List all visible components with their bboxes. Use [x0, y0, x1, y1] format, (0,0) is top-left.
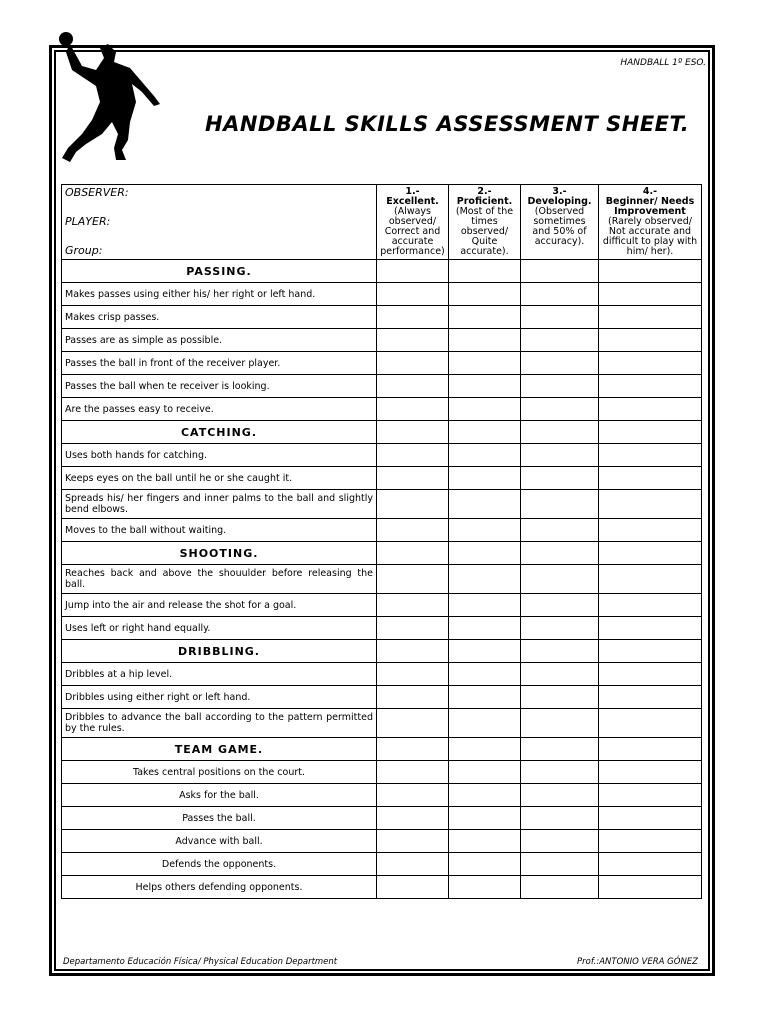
criterion-row	[62, 283, 702, 306]
criterion-text: Uses left or right hand equally.	[62, 617, 377, 640]
criterion-text: Passes the ball when te receiver is looking.	[62, 375, 377, 398]
observer-field[interactable]: OBSERVER:	[65, 186, 129, 199]
assessment-table	[61, 184, 702, 899]
criterion-row	[62, 375, 702, 398]
score-cell[interactable]	[449, 784, 521, 807]
score-cell[interactable]	[599, 738, 702, 761]
criterion-text: Reaches back and above the shouulder before releasing the ball.	[62, 565, 377, 594]
score-cell[interactable]	[521, 565, 599, 594]
score-cell[interactable]	[599, 467, 702, 490]
score-cell[interactable]	[599, 686, 702, 709]
score-cell[interactable]	[449, 444, 521, 467]
score-cell[interactable]	[599, 490, 702, 519]
section-title: TEAM GAME.	[62, 738, 377, 761]
criterion-text: Moves to the ball without waiting.	[62, 519, 377, 542]
level-header-1: 1.- Excellent. (Always observed/ Correct and accurate performance)	[377, 185, 449, 260]
score-cell[interactable]	[449, 663, 521, 686]
score-cell[interactable]	[449, 490, 521, 519]
score-cell[interactable]	[377, 640, 449, 663]
score-cell[interactable]	[599, 876, 702, 899]
score-cell[interactable]	[521, 853, 599, 876]
score-cell[interactable]	[599, 807, 702, 830]
score-cell[interactable]	[449, 352, 521, 375]
score-cell[interactable]	[599, 444, 702, 467]
score-cell[interactable]	[377, 876, 449, 899]
criterion-text: Jump into the air and release the shot for a goal.	[62, 594, 377, 617]
score-cell[interactable]	[521, 421, 599, 444]
score-cell[interactable]	[599, 663, 702, 686]
department-footer: Departamento Educación Física/ Physical Education Department	[63, 957, 338, 967]
criterion-row	[62, 490, 702, 519]
criterion-row	[62, 761, 702, 784]
score-cell[interactable]	[599, 594, 702, 617]
criterion-row	[62, 807, 702, 830]
score-cell[interactable]	[377, 490, 449, 519]
score-cell[interactable]	[449, 329, 521, 352]
section-title: PASSING.	[62, 260, 377, 283]
criterion-row	[62, 306, 702, 329]
criterion-row	[62, 352, 702, 375]
score-cell[interactable]	[449, 876, 521, 899]
score-cell[interactable]	[599, 519, 702, 542]
score-cell[interactable]	[377, 260, 449, 283]
section-header-row	[62, 738, 702, 761]
score-cell[interactable]	[521, 260, 599, 283]
criterion-row	[62, 398, 702, 421]
criterion-row	[62, 519, 702, 542]
score-cell[interactable]	[521, 807, 599, 830]
score-cell[interactable]	[521, 444, 599, 467]
score-cell[interactable]	[449, 686, 521, 709]
score-cell[interactable]	[449, 375, 521, 398]
criterion-row	[62, 467, 702, 490]
level-header-3: 3.- Developing. (Observed sometimes and 50% of accuracy).	[521, 185, 599, 260]
score-cell[interactable]	[521, 617, 599, 640]
criterion-text: Defends the opponents.	[62, 853, 377, 876]
score-cell[interactable]	[377, 519, 449, 542]
score-cell[interactable]	[377, 663, 449, 686]
score-cell[interactable]	[521, 738, 599, 761]
score-cell[interactable]	[521, 640, 599, 663]
score-cell[interactable]	[521, 709, 599, 738]
score-cell[interactable]	[377, 329, 449, 352]
group-field[interactable]: Group:	[65, 244, 103, 257]
score-cell[interactable]	[377, 375, 449, 398]
score-cell[interactable]	[599, 375, 702, 398]
criterion-row	[62, 853, 702, 876]
score-cell[interactable]	[521, 830, 599, 853]
score-cell[interactable]	[599, 617, 702, 640]
score-cell[interactable]	[599, 709, 702, 738]
score-cell[interactable]	[377, 283, 449, 306]
criterion-text: Passes the ball.	[62, 807, 377, 830]
score-cell[interactable]	[449, 306, 521, 329]
criterion-text: Dribbles to advance the ball according to the pattern permitted by the rules.	[62, 709, 377, 738]
score-cell[interactable]	[521, 784, 599, 807]
criterion-text: Uses both hands for catching.	[62, 444, 377, 467]
score-cell[interactable]	[599, 283, 702, 306]
criterion-text: Dribbles at a hip level.	[62, 663, 377, 686]
criterion-row	[62, 686, 702, 709]
criterion-row	[62, 830, 702, 853]
score-cell[interactable]	[449, 260, 521, 283]
section-header-row	[62, 542, 702, 565]
score-cell[interactable]	[521, 306, 599, 329]
score-cell[interactable]	[449, 542, 521, 565]
score-cell[interactable]	[599, 542, 702, 565]
section-header-row	[62, 260, 702, 283]
page-title: HANDBALL SKILLS ASSESSMENT SHEET.	[205, 112, 690, 136]
score-cell[interactable]	[521, 542, 599, 565]
criterion-row	[62, 876, 702, 899]
score-cell[interactable]	[377, 738, 449, 761]
score-cell[interactable]	[377, 784, 449, 807]
criterion-row	[62, 617, 702, 640]
score-cell[interactable]	[449, 519, 521, 542]
score-cell[interactable]	[377, 306, 449, 329]
score-cell[interactable]	[521, 375, 599, 398]
criterion-text: Helps others defending opponents.	[62, 876, 377, 899]
score-cell[interactable]	[599, 853, 702, 876]
criterion-row	[62, 329, 702, 352]
score-cell[interactable]	[377, 830, 449, 853]
criterion-row	[62, 444, 702, 467]
score-cell[interactable]	[521, 761, 599, 784]
score-cell[interactable]	[449, 283, 521, 306]
score-cell[interactable]	[521, 519, 599, 542]
score-cell[interactable]	[599, 306, 702, 329]
score-cell[interactable]	[449, 738, 521, 761]
criterion-text: Spreads his/ her fingers and inner palms to the ball and slightly bend elbows.	[62, 490, 377, 519]
score-cell[interactable]	[521, 686, 599, 709]
score-cell[interactable]	[377, 421, 449, 444]
criterion-text: Dribbles using either right or left hand.	[62, 686, 377, 709]
player-field[interactable]: PLAYER:	[65, 215, 111, 228]
score-cell[interactable]	[599, 352, 702, 375]
header-row	[62, 185, 702, 260]
score-cell[interactable]	[377, 352, 449, 375]
score-cell[interactable]	[521, 329, 599, 352]
score-cell[interactable]	[449, 421, 521, 444]
score-cell[interactable]	[377, 761, 449, 784]
criterion-text: Asks for the ball.	[62, 784, 377, 807]
criterion-text: Takes central positions on the court.	[62, 761, 377, 784]
score-cell[interactable]	[449, 640, 521, 663]
criterion-text: Advance with ball.	[62, 830, 377, 853]
level-header-2: 2.- Proficient. (Most of the times observed/ Quite accurate).	[449, 185, 521, 260]
identification-cell	[62, 185, 377, 260]
score-cell[interactable]	[521, 283, 599, 306]
score-cell[interactable]	[377, 594, 449, 617]
score-cell[interactable]	[599, 830, 702, 853]
score-cell[interactable]	[377, 444, 449, 467]
score-cell[interactable]	[377, 853, 449, 876]
criterion-row	[62, 594, 702, 617]
score-cell[interactable]	[521, 467, 599, 490]
section-title: CATCHING.	[62, 421, 377, 444]
score-cell[interactable]	[377, 807, 449, 830]
score-cell[interactable]	[599, 398, 702, 421]
criterion-text: Makes crisp passes.	[62, 306, 377, 329]
score-cell[interactable]	[449, 617, 521, 640]
section-title: SHOOTING.	[62, 542, 377, 565]
criterion-text: Are the passes easy to receive.	[62, 398, 377, 421]
score-cell[interactable]	[449, 761, 521, 784]
score-cell[interactable]	[449, 830, 521, 853]
score-cell[interactable]	[521, 663, 599, 686]
score-cell[interactable]	[449, 709, 521, 738]
section-header-row	[62, 640, 702, 663]
score-cell[interactable]	[599, 784, 702, 807]
score-cell[interactable]	[377, 686, 449, 709]
criterion-row	[62, 784, 702, 807]
score-cell[interactable]	[521, 352, 599, 375]
score-cell[interactable]	[599, 761, 702, 784]
score-cell[interactable]	[599, 640, 702, 663]
score-cell[interactable]	[599, 565, 702, 594]
level-header-4: 4.- Beginner/ Needs Improvement (Rarely observed/ Not accurate and difficult to play with him/ her).	[599, 185, 702, 260]
criterion-text: Passes are as simple as possible.	[62, 329, 377, 352]
score-cell[interactable]	[377, 709, 449, 738]
score-cell[interactable]	[377, 617, 449, 640]
handball-player-silhouette	[56, 30, 168, 170]
score-cell[interactable]	[377, 398, 449, 421]
score-cell[interactable]	[377, 542, 449, 565]
score-cell[interactable]	[599, 329, 702, 352]
course-label: HANDBALL 1º ESO.	[620, 58, 706, 68]
score-cell[interactable]	[449, 853, 521, 876]
criterion-row	[62, 663, 702, 686]
score-cell[interactable]	[377, 467, 449, 490]
score-cell[interactable]	[521, 594, 599, 617]
criterion-row	[62, 565, 702, 594]
criterion-text: Keeps eyes on the ball until he or she caught it.	[62, 467, 377, 490]
score-cell[interactable]	[521, 490, 599, 519]
score-cell[interactable]	[449, 398, 521, 421]
score-cell[interactable]	[449, 807, 521, 830]
score-cell[interactable]	[449, 467, 521, 490]
score-cell[interactable]	[599, 260, 702, 283]
score-cell[interactable]	[599, 421, 702, 444]
score-cell[interactable]	[449, 565, 521, 594]
section-header-row	[62, 421, 702, 444]
score-cell[interactable]	[521, 398, 599, 421]
section-title: DRIBBLING.	[62, 640, 377, 663]
score-cell[interactable]	[521, 876, 599, 899]
criterion-text: Passes the ball in front of the receiver player.	[62, 352, 377, 375]
teacher-footer: Prof.:ANTONIO VERA GÓNEZ	[577, 957, 698, 967]
score-cell[interactable]	[449, 594, 521, 617]
score-cell[interactable]	[377, 565, 449, 594]
criterion-text: Makes passes using either his/ her right or left hand.	[62, 283, 377, 306]
criterion-row	[62, 709, 702, 738]
